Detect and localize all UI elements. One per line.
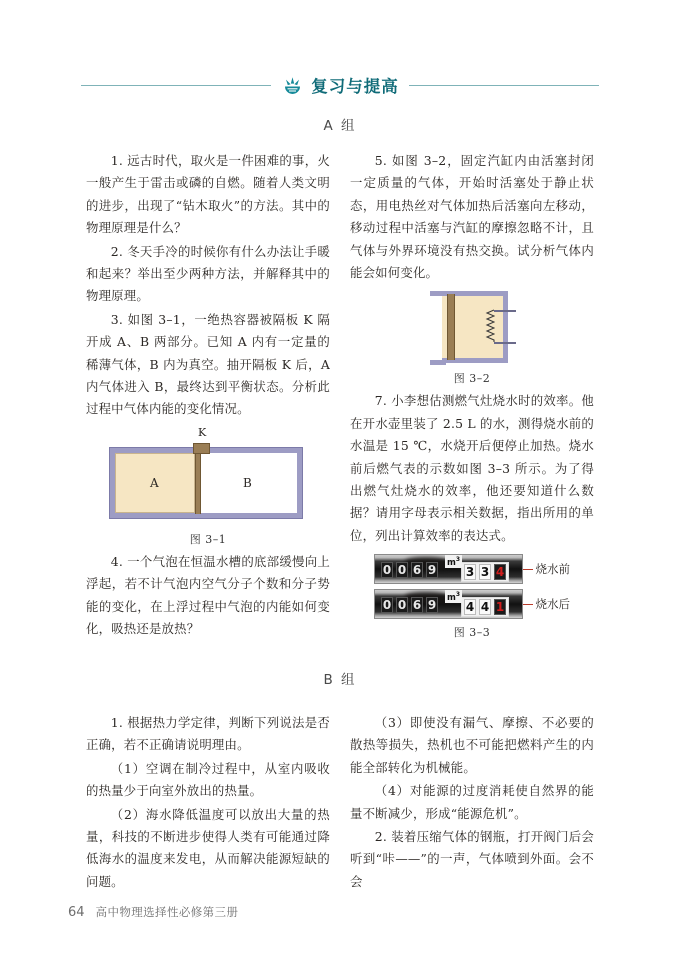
figure-3-1-partition xyxy=(195,450,201,514)
problem-a7: 7. 小李想估测燃气灶烧水时的效率。他在开水壶里装了 2.5 L 的水，测得烧水前的水温是 15 ℃，水烧开后便停止加热。烧水前后燃气表的示数如图 3–3 所示。为了得出燃气灶烧水的效率，他还要知道什么数据？请用字母表示相关数据，指出所用的单位，列出计算效率的表达式。 xyxy=(350,393,594,543)
figure-3-2-wire-top xyxy=(494,310,516,312)
problem-b1-item1: （1）空调在制冷过程中，从室内吸收的热量少于向室外放出的热量。 xyxy=(86,760,330,799)
figure-3-2-lip-top xyxy=(430,291,446,296)
figure-3-2 xyxy=(350,291,594,386)
digit: 0 xyxy=(397,563,407,578)
problem-b1-item3: （3）即使没有漏气、摩擦、不必要的散热等损失，热机也不可能把燃料产生的内能全部转化为机械能。 xyxy=(350,715,594,775)
figure-3-3-caption: 图 3–3 xyxy=(453,626,491,640)
sunrise-book-logo-icon xyxy=(281,74,304,97)
group-a-left-column xyxy=(86,150,330,642)
book-title: 高中物理选择性必修第三册 xyxy=(95,905,239,919)
heating-coil-icon xyxy=(485,309,495,343)
figure-3-2-caption: 图 3–2 xyxy=(453,372,491,386)
meter-pointer-before xyxy=(523,569,533,571)
group-a-heading: A 组 xyxy=(323,118,357,134)
gas-meter-after-row xyxy=(374,589,570,619)
gas-meter-after-black-digits xyxy=(381,597,438,613)
page-footer xyxy=(68,904,238,920)
group-b-right-column xyxy=(350,712,594,894)
header-rule-left xyxy=(81,85,271,86)
meter-unit-label: $m^3$ xyxy=(447,556,461,569)
gas-meter-before-label: 烧水前 xyxy=(535,562,570,577)
digit: 4 xyxy=(465,600,475,615)
figure-3-1 xyxy=(86,425,330,547)
figure-3-1-drawing xyxy=(110,425,306,526)
gas-meter-before-row xyxy=(374,554,570,584)
figure-3-1-label-a: A xyxy=(150,475,159,490)
meter-unit-label: $m^3$ xyxy=(447,591,461,604)
figure-3-1-partition-label: K xyxy=(198,425,207,439)
header-title-group xyxy=(281,73,399,97)
figure-3-1-label-b: B xyxy=(243,475,252,490)
problem-a1: 1. 远古时代，取火是一件困难的事，火一般产生于雷击或磷的自燃。随着人类文明的进步，出现了“钻木取火”的方法。其中的物理原理是什么？ xyxy=(86,153,330,236)
problem-a5: 5. 如图 3–2，固定汽缸内由活塞封闭一定质量的气体，开始时活塞处于静止状态，用电热丝对气体加热后活塞向左移动，移动过程中活塞与汽缸的摩擦忽略不计，且气体与外界环境没有热交换。试分析气体内能会如何变化。 xyxy=(350,153,594,281)
digit: 0 xyxy=(382,598,392,613)
figure-3-2-lip-bottom xyxy=(430,360,446,365)
problem-a3: 3. 如图 3–1，一绝热容器被隔板 K 隔开成 A、B 两部分。已知 A 内有一定量的稀薄气体，B 内为真空。抽开隔板 K 后，A 内气体进入 B，最终达到平衡状态。分析此过程中气体内能的变化情况。 xyxy=(86,311,330,417)
gas-meter-after xyxy=(374,589,523,619)
figure-3-3 xyxy=(350,554,594,640)
digit: 3 xyxy=(465,565,475,580)
problem-b1-item4: （4）对能源的过度消耗使自然界的能量不断减少，形成“能源危机”。 xyxy=(350,783,594,821)
problem-b1: 1. 根据热力学定律，判断下列说法是否正确，若不正确请说明理由。 xyxy=(86,715,330,753)
digit: 6 xyxy=(412,563,422,578)
digit: 6 xyxy=(412,598,422,613)
figure-3-2-piston xyxy=(447,294,455,360)
digit: 0 xyxy=(382,563,392,578)
header-title: 复习与提高 xyxy=(311,77,399,96)
page-header xyxy=(0,68,680,102)
header-rule-right xyxy=(409,85,599,86)
problem-b1-item2: （2）海水降低温度可以放出大量的热量，科技的不断进步使得人类有可能通过降低海水的温度来发电，从而解决能源短缺的问题。 xyxy=(86,806,330,889)
group-a-right-column xyxy=(350,150,594,644)
gas-meter-before-black-digits xyxy=(381,562,438,578)
figure-3-2-wire-bottom xyxy=(494,342,516,344)
figure-3-2-drawing xyxy=(430,291,514,365)
digit: 0 xyxy=(397,598,407,613)
figure-3-1-partition-knob xyxy=(193,443,210,454)
digit-red: 1 xyxy=(495,600,505,615)
digit: 4 xyxy=(480,600,490,615)
gas-meter-before-decimal-digits xyxy=(461,562,509,582)
figure-3-3-drawing xyxy=(374,554,570,619)
digit-red: 4 xyxy=(495,565,505,580)
problem-b2: 2. 装着压缩气体的钢瓶，打开阀门后会听到“咔——”的一声，气体喷到外面。会不会 xyxy=(350,829,594,889)
problem-a4: 4. 一个气泡在恒温水槽的底部缓慢向上浮起，若不计气泡内空气分子个数和分子势能的变化，在上浮过程中气泡的内能如何变化，吸热还是放热？ xyxy=(86,553,330,637)
gas-meter-after-label: 烧水后 xyxy=(535,597,570,612)
gas-meter-after-decimal-digits xyxy=(461,597,509,617)
page-number: 64 xyxy=(68,905,85,920)
figure-3-1-caption: 图 3–1 xyxy=(189,532,227,546)
digit: 3 xyxy=(480,565,490,580)
group-b-heading: B 组 xyxy=(323,672,357,688)
digit: 9 xyxy=(427,598,437,613)
meter-pointer-after xyxy=(523,604,533,606)
digit: 9 xyxy=(427,563,437,578)
gas-meter-before xyxy=(374,554,523,584)
problem-a2: 2. 冬天手冷的时候你有什么办法让手暖和起来？举出至少两种方法，并解释其中的物理原理。 xyxy=(86,243,330,304)
group-b-left-column xyxy=(86,712,330,894)
